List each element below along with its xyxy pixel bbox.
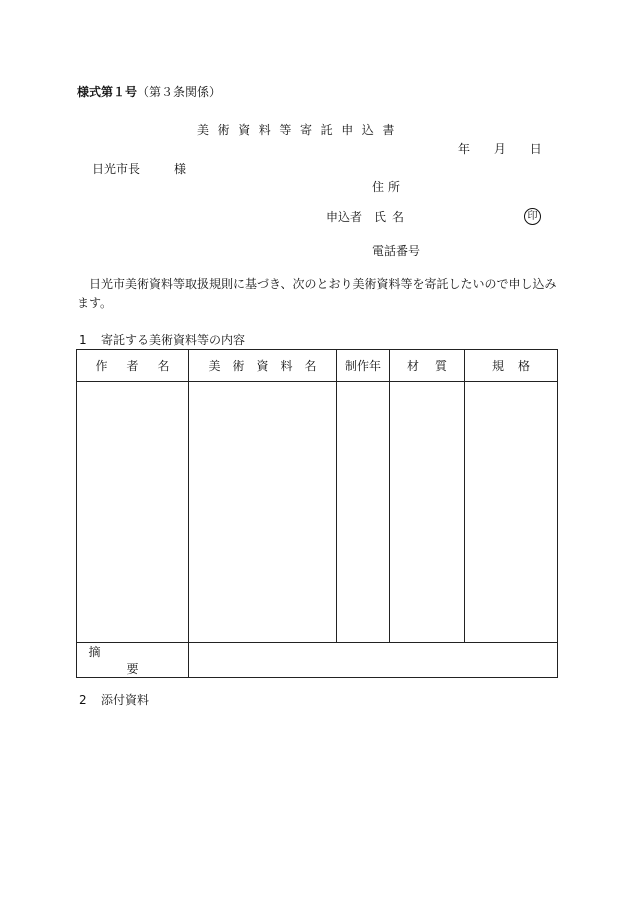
cell-item-name[interactable] — [189, 382, 337, 643]
section-1-number: 1 — [79, 333, 87, 347]
table-header-row — [77, 350, 558, 382]
cell-material[interactable] — [390, 382, 465, 643]
items-table — [76, 349, 558, 678]
body-paragraph: 日光市美術資料等取扱規則に基づき、次のとおり美術資料等を寄託したいので申し込みます。 — [77, 277, 557, 310]
section-2-heading — [79, 694, 149, 706]
date-month-label: 月 — [493, 142, 506, 156]
seal-mark: 印 — [524, 208, 541, 225]
applicant-label: 申込者 — [326, 210, 363, 224]
date-day-label: 日 — [529, 142, 542, 156]
addressee — [92, 163, 186, 175]
header-material: 材質 — [390, 350, 465, 382]
header-year: 制作年 — [337, 350, 390, 382]
header-size: 規格 — [465, 350, 558, 382]
addressee-name: 日光市長 — [92, 162, 141, 176]
section-1-heading — [79, 334, 245, 346]
applicant-line — [326, 211, 410, 223]
document-title: 美術資料等寄託申込書 — [197, 123, 404, 137]
date-line — [458, 143, 542, 155]
cell-size[interactable] — [465, 382, 558, 643]
summary-field[interactable] — [189, 643, 558, 678]
date-year-label: 年 — [458, 142, 471, 156]
form-relation-text: （第３条関係） — [137, 85, 222, 99]
form-number — [77, 86, 221, 98]
form-number-text: 様式第１号 — [77, 85, 138, 99]
section-2-title: 添付資料 — [101, 693, 150, 707]
cell-author[interactable] — [77, 382, 189, 643]
table-summary-row — [77, 643, 558, 678]
table-body-row — [77, 382, 558, 643]
name-label: 氏名 — [374, 210, 411, 224]
cell-year[interactable] — [337, 382, 390, 643]
summary-label: 摘要 — [77, 643, 189, 678]
address-label: 住所 — [372, 180, 405, 194]
addressee-honorific: 様 — [174, 162, 187, 176]
header-author: 作者名 — [77, 350, 189, 382]
section-1-title: 寄託する美術資料等の内容 — [101, 333, 246, 347]
header-item-name: 美術資料名 — [189, 350, 337, 382]
phone-label: 電話番号 — [372, 244, 421, 258]
section-2-number: 2 — [79, 693, 87, 707]
